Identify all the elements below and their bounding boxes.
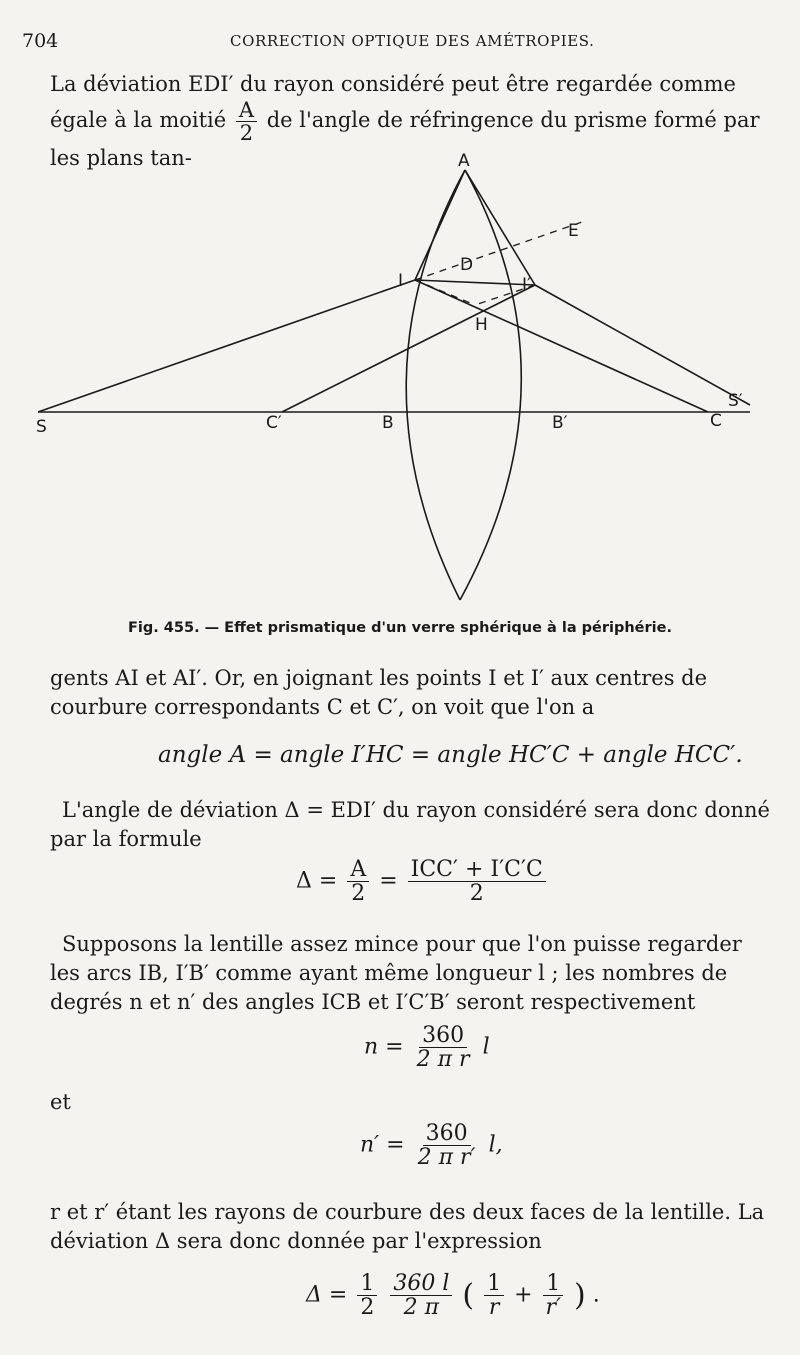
page-number: 704 — [22, 30, 59, 52]
formula-4-frac — [415, 1122, 479, 1169]
formula-4-lhs: n′ = — [360, 1132, 405, 1158]
formula-5-frac-4 — [543, 1272, 565, 1319]
label-a: A — [458, 151, 470, 171]
formula-3-lhs: n = — [364, 1034, 404, 1060]
figure-455-diagram — [20, 150, 780, 610]
label-d: D — [460, 255, 474, 275]
fraction-numerator: ICC′ + I′C′C — [408, 858, 546, 882]
word-et: et — [50, 1090, 71, 1114]
incident-ray-line — [38, 280, 415, 412]
left-paren: ( — [462, 1278, 475, 1314]
formula-5-frac-3 — [484, 1272, 504, 1319]
lens-back-surface — [460, 170, 521, 600]
fraction-denominator: 2 π r′ — [417, 1145, 476, 1171]
fraction-numerator: 360 l — [390, 1272, 452, 1296]
fraction-numerator: A — [236, 99, 257, 122]
label-h: H — [475, 315, 488, 335]
paragraph-3: L'angle de déviation Δ = EDI′ du rayon considéré sera donc donné par la formule — [50, 798, 770, 851]
label-e: E — [568, 221, 579, 241]
formula-deviation — [296, 858, 549, 905]
radius-i-prime-c-prime-line — [282, 285, 535, 412]
formula-2-frac-2 — [408, 858, 546, 905]
label-i-prime: I′ — [522, 275, 531, 295]
fraction-numerator: 1 — [484, 1272, 504, 1296]
fraction-denominator: 2 — [360, 1295, 375, 1321]
right-paren: ) — [574, 1278, 586, 1314]
formula-angle-a: angle A = angle I′HC = angle HC′C + angle HCC′. — [158, 742, 743, 768]
fraction-denominator: 2 π r — [416, 1047, 470, 1073]
running-title: CORRECTION OPTIQUE DES AMÉTROPIES. — [230, 32, 595, 50]
tangent-ai-line — [415, 170, 465, 280]
label-i: I — [398, 271, 404, 291]
formula-4-tail: l, — [488, 1132, 503, 1158]
formula-2-lhs: Δ = — [296, 868, 338, 894]
paragraph-1-end: de l'angle de réfringence du prisme formé par les plans tan- — [50, 108, 760, 171]
label-s-prime: S′ — [728, 391, 743, 411]
figure-caption: Fig. 455. — Effet prismatique d'un verre sphérique à la périphérie. — [128, 620, 672, 636]
label-c: C — [710, 411, 722, 431]
extended-ray-dashed-line — [415, 222, 582, 280]
fraction-numerator: 360 — [423, 1122, 471, 1146]
ray-inside-lens-line — [415, 280, 535, 285]
fraction-numerator: 1 — [357, 1272, 377, 1296]
plus-sign: + — [514, 1282, 533, 1308]
formula-5-lhs: Δ = — [306, 1282, 348, 1308]
formula-2-equals: = — [379, 868, 398, 894]
fraction-denominator: r′ — [545, 1295, 562, 1321]
label-c-prime: C′ — [266, 413, 282, 433]
fraction-denominator: r — [488, 1295, 500, 1321]
fraction-denominator: 2 π — [403, 1295, 440, 1321]
formula-n-prime — [360, 1122, 503, 1169]
tangent-ai-prime-line — [465, 170, 535, 285]
formula-5-end: . — [592, 1282, 600, 1308]
fraction-numerator: 360 — [419, 1024, 467, 1048]
paragraph-4: Supposons la lentille assez mince pour que l'on puisse regarder les arcs IB, I′B′ comme ayant même longueur l ; les nombres de degrés n et n′ des angles ICB et I′C′B′ seront respectivement — [50, 932, 742, 1014]
formula-n — [364, 1024, 490, 1071]
fraction-denominator: 2 — [469, 881, 484, 907]
formula-5-frac-1 — [357, 1272, 377, 1319]
paragraph-1-text: La déviation EDI′ du rayon considéré peut être regardée comme égale à la moitié — [50, 72, 736, 133]
emergent-ray-line — [535, 285, 750, 405]
formula-5-frac-2 — [390, 1272, 452, 1319]
formula-3-frac — [414, 1024, 473, 1071]
label-s: S — [36, 417, 47, 437]
paragraph-2: gents AI et AI′. Or, en joignant les points I et I′ aux centres de courbure correspondants C et C′, on voit que l'on a — [50, 666, 708, 719]
page-header — [22, 30, 770, 54]
label-b-prime: B′ — [552, 413, 568, 433]
formula-deviation-expression — [306, 1272, 600, 1319]
fraction-numerator: 1 — [543, 1272, 563, 1296]
label-b: B — [382, 413, 394, 433]
fraction-denominator: 2 — [239, 121, 254, 146]
half-a-fraction — [236, 99, 257, 144]
fraction-numerator: A — [347, 858, 369, 882]
paragraph-5: r et r′ étant les rayons de courbure des deux faces de la lentille. La déviation Δ sera donc donnée par l'expression — [50, 1200, 765, 1253]
fraction-denominator: 2 — [351, 881, 366, 907]
formula-2-frac-1 — [347, 858, 369, 905]
lens-front-surface — [406, 170, 465, 600]
formula-3-tail: l — [482, 1034, 490, 1060]
